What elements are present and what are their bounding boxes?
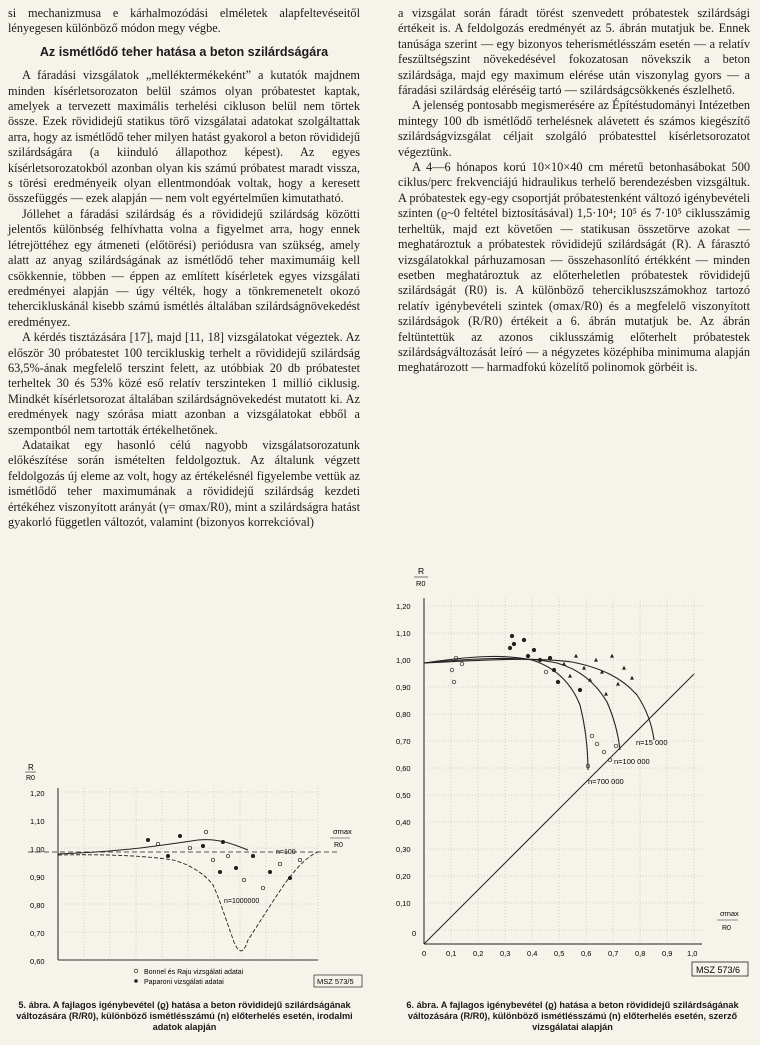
fig6-data-point — [548, 656, 552, 660]
fig5-curve-label: n=1000000 — [224, 898, 260, 905]
fig6-x-label-bottom: R0 — [722, 925, 731, 932]
fig5-data-points — [146, 830, 301, 889]
fig5-data-point — [234, 866, 237, 869]
fig6-y-ticks — [396, 602, 416, 938]
fig6-y-label-bottom: R0 — [416, 579, 426, 588]
fig5-data-point — [156, 842, 159, 845]
fig5-data-point — [178, 834, 181, 837]
fig5-y-tick: 0,80 — [30, 901, 45, 910]
fig5-data-point — [242, 878, 245, 881]
body-paragraph: A fáradási vizsgálatok „melléktermékeként” a kutatók majdnem minden kísérletsorozaton belül számos olyan próbatestet kaptak, amelyek a tervezett maximális terhelési cikluson belül nem törtek össze. Ezek rövididejű statikus törő vizsgálatai adatokat szolgáltattak arra, hogy az ismétlődő teher milyen hatást gyakorol a beton rövididejű szilárdságára (a kiinduló állapothoz képest). Az egyes kísérletsorozatokból azonban olyan kis számú próbatest maradt vissza, s törési eredményeik olyan ellentmondóak voltak, hogy a keresett összefüggés — ezek alapján — nem volt egyértelműen kimutatható. — [8, 68, 360, 206]
fig5-legend-entry: Bonnel és Raju vizsgálati adatai — [144, 969, 244, 976]
fig6-y-tick: 1,20 — [396, 602, 411, 611]
fig6-y-tick: 0,50 — [396, 791, 411, 800]
left-column — [8, 6, 360, 530]
figure-5 — [8, 760, 368, 990]
fig6-data-point — [552, 668, 556, 672]
fig6-curve-label: n=15 000 — [636, 738, 668, 747]
fig6-data-point — [616, 682, 620, 686]
body-paragraph: Jóllehet a fáradási szilárdság és a rövididejű szilárdság közötti jelentős különbség felhívhatta volna a figyelmet arra, hogy ennek létrejöttéhez egy átmeneti (előtörési) periódusra van szükség, amely alatt az anyag szilárdságának az ismétlődő teher maximumáig kell csökkennie, többen — éppen az említett kísérletek egyes vizsgálati eredményei alapján — úgy vélték, hogy a tönkremenetelt okozó tehercikluskánál kisebb számú ismétlés általában szilárdságnövekedést eredményez. — [8, 206, 360, 329]
fig5-x-label-top: σmax — [333, 827, 352, 836]
fig6-y-tick: 0,70 — [396, 737, 411, 746]
fig6-y-tick: 1,00 — [396, 656, 411, 665]
fig6-data-point — [610, 654, 614, 658]
fig5-y-tick: 1,20 — [30, 789, 45, 798]
fig5-data-point — [261, 886, 264, 889]
right-column — [398, 6, 750, 376]
fig6-data-point — [594, 658, 598, 662]
fig5-data-point — [288, 876, 291, 879]
fig6-curve-n100000 — [424, 658, 620, 750]
section-heading: Az ismétlődő teher hatása a beton szilárdságára — [39, 44, 329, 59]
fig5-legend-entry: Paparoni vizsgálati adatai — [144, 979, 224, 986]
fig6-data-point — [614, 744, 618, 748]
fig6-diagonal — [424, 674, 694, 944]
body-paragraph: A kérdés tisztázására [17], majd [11, 18] vizsgálatokat végeztek. Az először 30 próbatestet 100 tercikluskig terhelt a rövididejű szilárdság 63,5%-ának megfelelő terszint felett, az utóbbiak 20 db próbatestet terheltek 30 és 53% közé eső relatív terszinteken 1 millió ciklusig. Mindkét kísérletsorozat általában szilárdságnövekedést mutatott ki. Az eredmények nagy szórása miatt azonban a vizsgálatokat ebből a szempontból nem tartották értékelhetőnek. — [8, 330, 360, 437]
fig6-x-tick: 0 — [422, 949, 427, 958]
fig6-y-tick: 0,20 — [396, 872, 411, 881]
fig6-data-point — [582, 666, 586, 670]
fig6-data-point — [460, 662, 464, 666]
fig5-data-point — [278, 862, 281, 865]
fig5-y-label-bottom: R0 — [26, 775, 35, 782]
fig6-data-point — [526, 654, 530, 658]
fig6-curve-n700000 — [424, 656, 588, 770]
fig5-data-point — [298, 858, 301, 861]
fig6-data-point — [622, 666, 626, 670]
fig6-x-tick: 0,8 — [635, 949, 646, 958]
fig6-curve-label: n=700 000 — [588, 777, 624, 786]
fig6-y-label-top: R — [418, 566, 425, 576]
fig5-data-point — [251, 854, 254, 857]
body-paragraph: A jelenség pontosabb megismerésére az Építéstudományi Intézetben mintegy 100 db ismétlődő terhelésnek alávetett és számos kiegészítő szilárdságvizsgálat céljait szolgáló próbatesttel kísérletsorozatot végeztünk. — [398, 98, 750, 159]
fig5-data-point — [166, 854, 169, 857]
figure-6-caption: 6. ábra. A fajlagos igénybevétel (ϱ) hatása a beton rövididejű szilárdságának változására (R/R0), különböző ismétlésszámú (n) előterhelés esetén, szerző vizsgálatai alapján — [406, 1000, 739, 1032]
fig6-data-point — [556, 680, 560, 684]
fig6-data-point — [604, 692, 608, 696]
fig6-x-tick: 1,0 — [687, 949, 698, 958]
fig6-y-tick: 1,10 — [396, 629, 411, 638]
fig6-x-tick: 0,1 — [446, 949, 457, 958]
fig5-y-ticks — [30, 789, 45, 966]
fig5-data-point — [201, 844, 204, 847]
fig6-y-tick: 0,60 — [396, 764, 411, 773]
fig5-x-label-bottom: R0 — [334, 842, 343, 849]
fig6-x-tick: 0,4 — [527, 949, 538, 958]
fig6-x-tick: 0,3 — [500, 949, 511, 958]
figure-6 — [392, 560, 754, 980]
fig5-y-tick: 0,60 — [30, 957, 45, 966]
body-paragraph: Adataikat egy hasonló célú nagyobb vizsgálatsorozatunk előkészítése során ismételten feldolgoztuk. Az általunk végzett feldolgozás új eleme az volt, hogy az értékelésnél figyelembe vettük az ismétlődő teher maximumának a rövididejű szilárdság kezdeti értékéhez viszonyított arányát (γ= σmax/R0), mint a szilárdságra hatást gyakorló független változót, valamint (bizonyos korrekcióval) — [8, 437, 360, 529]
fig6-data-point — [452, 680, 456, 684]
fig6-data-point — [508, 646, 512, 650]
fig6-curve-n15000 — [424, 659, 654, 740]
fig6-code: MSZ 573/6 — [696, 965, 741, 975]
fig6-data-point — [544, 670, 548, 674]
figure-5-caption: 5. ábra. A fajlagos igénybevétel (ϱ) hatása a beton rövididejű szilárdságának változására (R/R0), különböző ismétlésszámú (n) előterhelés esetén, irodalmi adatok alapján — [16, 1000, 353, 1032]
fig6-curve-label: n=100 000 — [614, 757, 650, 766]
fig6-data-point — [562, 662, 566, 666]
fig5-y-label-top: R — [28, 763, 34, 772]
fig5-y-tick: 1,10 — [30, 817, 45, 826]
fig6-y-tick: 0,40 — [396, 818, 411, 827]
intro-paragraph: si mechanizmusa e kárhalmozódási elméletek alapfeltevéseitől lényegesen különböző módon megy végbe. — [8, 6, 360, 36]
fig5-legend-marker — [134, 969, 138, 973]
fig6-data-point — [538, 658, 542, 662]
fig6-x-label-top: σmax — [720, 909, 739, 918]
fig6-data-point — [608, 758, 612, 762]
fig6-data-point — [532, 648, 536, 652]
fig6-data-point — [590, 734, 594, 738]
fig5-data-point — [268, 870, 271, 873]
fig6-data-point — [522, 638, 526, 642]
fig6-data-point — [602, 750, 606, 754]
fig5-data-point — [204, 830, 207, 833]
fig6-data-point — [630, 676, 634, 680]
fig6-x-tick: 0,7 — [608, 949, 619, 958]
fig5-data-point — [221, 840, 224, 843]
body-paragraph: a vizsgálat során fáradt törést szenvedett próbatestek szilárdsági értékeit is. A feldolgozás eredményét az 5. ábrán mutatjuk be. Ennek tanúsága szerint — egy bizonyos teherismétlésszám esetén — a relatív feszültségszint növekedésével fokozatosan növekszik a beton szilárdsága, majd egy maximum elérése után viszonylag gyors — a fáradási szilárdság eléréséig tartó — szilárdságcsökkenés észlelhető. — [398, 6, 750, 98]
fig6-data-point — [568, 674, 572, 678]
fig6-x-ticks — [422, 949, 697, 958]
fig6-x-tick: 0,6 — [581, 949, 592, 958]
fig6-data-point — [595, 742, 599, 746]
fig5-code: MSZ 573/5 — [317, 977, 354, 986]
fig6-grid — [424, 598, 702, 944]
fig6-y-tick: 0,10 — [396, 899, 411, 908]
fig6-y-tick: 0,90 — [396, 683, 411, 692]
fig6-y-tick: 0,80 — [396, 710, 411, 719]
fig5-data-point — [218, 870, 221, 873]
fig6-data-point — [450, 668, 454, 672]
fig5-y-tick: 1,00 — [30, 845, 45, 854]
fig6-x-tick: 0,2 — [473, 949, 484, 958]
fig6-data-point — [578, 688, 582, 692]
fig6-y-tick: 0 — [412, 929, 417, 938]
fig6-x-tick: 0,5 — [554, 949, 565, 958]
fig6-x-tick: 0,9 — [662, 949, 673, 958]
fig5-data-point — [146, 838, 149, 841]
fig5-grid — [58, 788, 318, 960]
fig5-legend-marker — [134, 979, 138, 983]
fig5-y-tick: 0,70 — [30, 929, 45, 938]
fig6-data-point — [574, 654, 578, 658]
fig6-data-point — [510, 634, 514, 638]
fig6-data-point — [512, 642, 516, 646]
fig5-data-point — [226, 854, 229, 857]
fig6-y-tick: 0,30 — [396, 845, 411, 854]
fig5-y-tick: 0,90 — [30, 873, 45, 882]
fig5-curve-label: n=100 — [276, 849, 296, 856]
body-paragraph: A 4—6 hónapos korú 10×10×40 cm méretű betonhasábokat 500 ciklus/perc frekvenciájú hidraulikus terhelő berendezésben vizsgáltuk. A próbatestek egy-egy csoportját próbatestenként változó igénybevételi szinten (ϱ~0 feltétel biztosításával) 1,5·10⁴; 10⁵ és 7·10⁵ ciklusszámig terheltük, majd ezt követően — statikusan összetörve azokat — meghatároztuk a próbatestek rövididejű szilárdságát (R). A fárasztó vizsgálatokkal párhuzamosan — összehasonlító értékként — minden esetben meghatároztuk az előterheletlen próbatestek rövididejű szilárdságát (R0) is. A különböző tehercikluszszámokhoz tartozó relatív igénybevételi szintek (σmax/R0) és a megfelelő viszonyított szilárdságok (R/R0) értékeit a 6. ábrán mutatjuk be. Az ábrán feltüntettük az azonos ciklusszámig előterhelt próbatestek szilárdságváltozását leíró — a négyzetes középhiba minimuma alapján meghatározott — harmadfokú közelítő polinomok görbéit is. — [398, 160, 750, 375]
